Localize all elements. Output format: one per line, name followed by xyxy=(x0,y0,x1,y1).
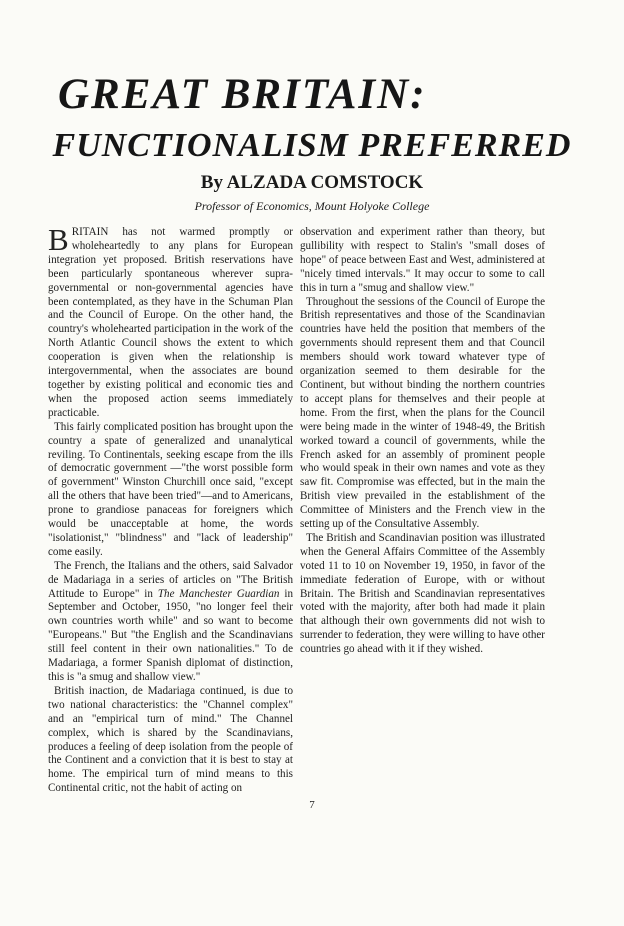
paragraph-3-text-a: The French, the Italians and the others, said Salvador de Madariaga in a series of articles on "The British Attitude to Europe" in xyxy=(48,559,293,600)
byline: By ALZADA COMSTOCK xyxy=(200,172,424,193)
paragraph-3 xyxy=(48,560,293,685)
paragraph-3-text-b: in September and October, 1950, "no longer feel their own countries worth while" and so want to become "Europeans." But "the English and the Scandinavians still feel content in their own nationalities." To de Madariaga, a former Spanish diplomat of distinction, this is "a smug and shallow view." xyxy=(48,587,294,683)
right-column xyxy=(300,226,545,657)
author-affiliation: Professor of Economics, Mount Holyoke College xyxy=(194,199,430,213)
left-column xyxy=(48,222,294,796)
paragraph-1 xyxy=(48,222,293,421)
paragraph-4: British inaction, de Madariaga continued, is due to two national characteristics: the "Channel complex" and an "empirical turn of mind." The Channel complex, which is shared by the Scandinavians, produces a feeling of deep isolation from the people of the Continent and a conviction that it is best to stay at home. The empirical turn of mind means to this Continental critic, not the habit of acting on xyxy=(48,684,293,795)
article-title: GREAT BRITAIN: xyxy=(58,71,427,118)
paragraph-5: Throughout the sessions of the Council of Europe the British representatives and those of the Scandinavian countries have held the position that members of the governments should represent them and that Council members should work toward whatever type of organization seemed to them desirable for the Continent, but without binding the northern countries to accept plans for themselves and their people at home. From the first, when the plans for the Council were being made in the winter of 1948-49, the British worked toward a council of governments, while the French asked for an assembly of prominent people who would speak in their own names and vote as they saw fit. Compromise was effected, but in the main the British view prevailed in the establishment of the Committee of Ministers and the French view in the setting up of the Consultative Assembly. xyxy=(300,295,545,531)
drop-cap: B xyxy=(48,222,69,257)
paragraph-1-text: RITAIN has not warmed promptly or wholeheartedly to any plans for European integration yet proposed. British reservations have been particularly spontaneous wherever supra-governmental or non-governmental agencies have been contemplated, as they have in the Schuman Plan and the Council of Europe. On the other hand, the country's wholehearted participation in the work of the North Atlantic Council shows the extent to which cooperation is given when the relationship is intergovernmental, when the associates are bound together by existing political and economic ties and when the proposed action seems immediately practicable. xyxy=(48,226,293,419)
article-subtitle: FUNCTIONALISM PREFERRED xyxy=(52,127,572,164)
paragraph-6: The British and Scandinavian position was illustrated when the General Affairs Committee of the Assembly voted 11 to 10 on November 19, 1950, in favor of the immediate federation of Europe, with or without Britain. The British and Scandinavian representatives voted with the majority, after both had made it plain that although their own governments did not wish to surrender to federation, they were willing to have other countries go ahead with it if they wished. xyxy=(300,531,545,656)
page-number: 7 xyxy=(309,799,315,811)
paragraph-4-continued: observation and experiment rather than theory, but gullibility with respect to Stalin's "small doses of hope" of peace between East and West, administered at "nicely timed intervals." It may occur to some to call this in turn a "smug and shallow view." xyxy=(300,226,545,294)
paragraph-2: This fairly complicated position has brought upon the country a spate of generalized and unanalytical reviling. To Continentals, seeking escape from the ills of democratic government —"the worst possible form of government" Winston Churchill once said, "except all the others that have been tried"—and to Americans, prone to grandiose panaceas for foreigners which would be unacceptable at home, the words "isolationist," "blindness" and "lack of leadership" come easily. xyxy=(48,420,293,558)
journal-name: The Manchester Guardian xyxy=(157,587,280,600)
